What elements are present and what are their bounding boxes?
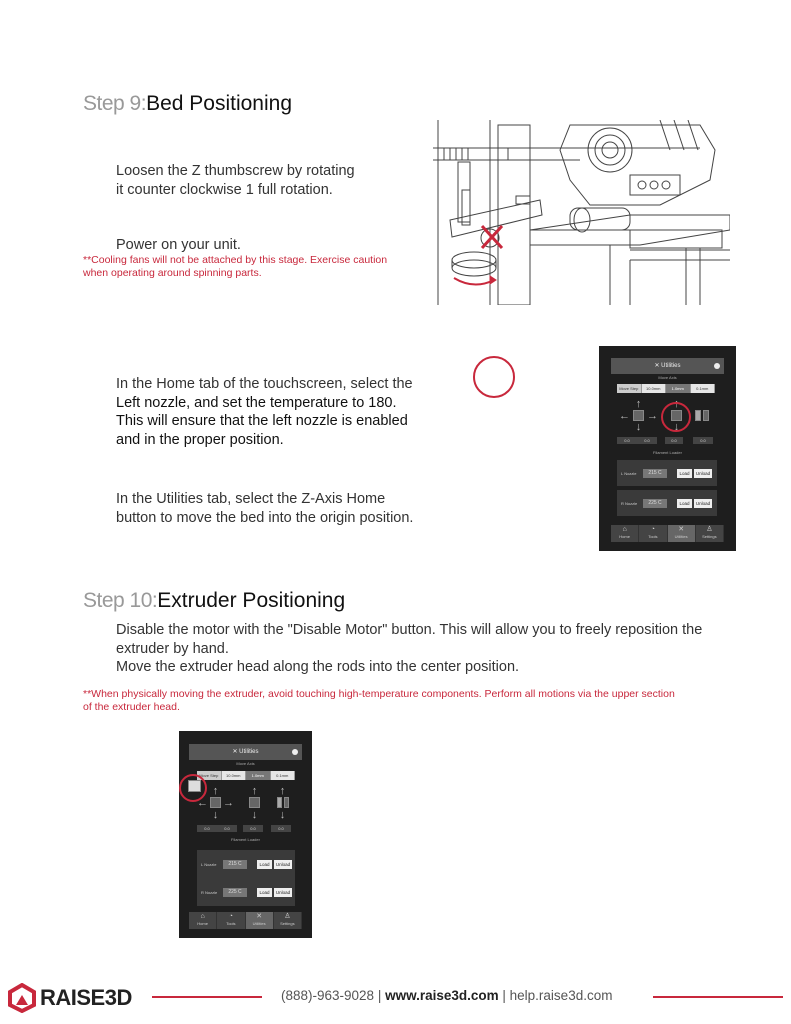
l-nozzle-temp[interactable]: 215 C <box>223 860 247 869</box>
move-step-label: Move Step <box>617 384 642 393</box>
step9-paragraph-2: Power on your unit. <box>116 237 241 253</box>
tab-label: Settings <box>280 921 295 926</box>
step-10mm-button[interactable]: 10.0mm <box>222 771 247 780</box>
footer-separator: | <box>498 988 510 1003</box>
xy-home-button[interactable] <box>210 797 221 808</box>
step-10mm-button[interactable]: 10.0mm <box>642 384 667 393</box>
utilities-icon: ✕ <box>654 363 662 369</box>
l-nozzle-temp[interactable]: 215 C <box>643 469 667 478</box>
screen-title: Utilities <box>661 363 681 369</box>
arrow-left-icon[interactable]: ← <box>197 797 208 809</box>
arrow-right-icon[interactable]: → <box>223 797 234 809</box>
touchscreen-utilities-2 <box>179 731 312 938</box>
footer-phone: (888)-963-9028 <box>281 988 375 1003</box>
step10-heading <box>83 589 345 613</box>
screen-tab-bar <box>611 525 724 542</box>
step9-paragraph-1 <box>116 162 355 199</box>
warning-line: **When physically moving the extruder, avoid touching high-temperature components. Perform all motions via the upper section <box>83 688 675 700</box>
tab-label: Tools <box>648 534 658 539</box>
e-coord <box>271 825 291 832</box>
z-coord <box>243 825 263 832</box>
e-arrow-down-icon[interactable]: ↓ <box>279 809 286 821</box>
warning-line: **Cooling fans will not be attached by this stage. Exercise caution <box>83 254 388 266</box>
arrow-right-icon[interactable]: → <box>647 410 658 422</box>
text-line: button to move the bed into the origin position. <box>116 509 414 526</box>
footer-help-link[interactable]: help.raise3d.com <box>509 988 613 1003</box>
r-nozzle-panel <box>617 490 717 516</box>
step10-number: Step 10: <box>83 589 158 612</box>
step-0.1mm-button[interactable]: 0.1mm <box>691 384 716 393</box>
r-nozzle-temp[interactable]: 225 C <box>223 888 247 897</box>
printer-bed-illustration <box>430 120 730 305</box>
arrow-up-icon[interactable]: ↑ <box>635 398 642 410</box>
text-line: extruder by hand. <box>116 640 229 657</box>
text-line: In the Utilities tab, select the Z-Axis Home <box>116 491 386 507</box>
tab-settings[interactable] <box>696 525 724 542</box>
tab-label: Settings <box>702 534 717 539</box>
step9-title: Bed Positioning <box>146 92 292 115</box>
xy-coords <box>617 437 657 444</box>
z-coord <box>665 437 683 444</box>
filament-loader-label: Filament Loader <box>231 837 260 842</box>
z-value: 0.0 <box>671 438 677 443</box>
tab-tools[interactable] <box>217 912 245 929</box>
r-nozzle-panel <box>197 878 295 906</box>
r-load-button[interactable]: Load <box>257 888 272 897</box>
arrow-down-icon[interactable]: ↓ <box>635 421 642 433</box>
xy-coords <box>197 825 237 832</box>
settings-icon: ♙ <box>706 526 713 533</box>
r-unload-button[interactable]: Unload <box>275 890 291 895</box>
l-load-button[interactable]: Load <box>677 469 692 478</box>
r-load-button[interactable]: Load <box>677 499 692 508</box>
e-value: 0.0 <box>700 438 706 443</box>
z-value: 0.0 <box>250 826 256 831</box>
text-line: Loosen the Z thumbscrew by rotating <box>116 163 355 179</box>
text-line: Disable the motor with the "Disable Motor" button. This will allow you to freely reposition the <box>116 622 703 638</box>
footer-separator: | <box>374 988 386 1003</box>
text-line: This will ensure that the left nozzle is enabled <box>116 413 408 429</box>
extruder-button[interactable] <box>703 410 709 421</box>
screen-title: Utilities <box>239 749 259 755</box>
extruder-left-button[interactable] <box>277 797 282 808</box>
e-arrow-up-icon[interactable]: ↑ <box>279 785 286 797</box>
z-home-button[interactable] <box>249 797 260 808</box>
extruder-right-button[interactable] <box>284 797 289 808</box>
l-unload-button[interactable]: Unload <box>275 862 291 867</box>
screen-title-bar <box>611 358 724 374</box>
tab-label: Utilities <box>252 921 266 926</box>
tab-settings[interactable] <box>274 912 302 929</box>
tab-tools[interactable] <box>639 525 667 542</box>
tools-icon: ◔ <box>228 913 233 920</box>
footer-website-link[interactable]: www.raise3d.com <box>385 988 499 1003</box>
step9-warning <box>83 254 387 280</box>
l-nozzle-panel <box>617 460 717 486</box>
r-nozzle-label: R Nozzle <box>201 890 218 895</box>
gear-icon[interactable] <box>714 363 720 369</box>
screen-tab-bar <box>189 912 302 929</box>
step9-number: Step 9: <box>83 92 147 115</box>
step-1mm-button[interactable]: 1.0mm <box>666 384 691 393</box>
r-nozzle-label: R Nozzle <box>621 501 638 506</box>
tab-label: Utilities <box>674 534 688 539</box>
l-nozzle-panel <box>197 850 295 878</box>
move-step-label: Move Step <box>197 771 222 780</box>
step-0.1mm-button[interactable]: 0.1mm <box>271 771 296 780</box>
tab-home[interactable] <box>189 912 217 929</box>
l-unload-button[interactable]: Unload <box>695 471 711 476</box>
text-line: Left nozzle, and set the temperature to 180. <box>116 394 397 411</box>
footer-contact <box>281 988 612 1003</box>
home-icon: ⌂ <box>200 913 205 920</box>
text-line: it counter clockwise 1 full rotation. <box>116 181 333 198</box>
utilities-icon: ✕ <box>256 913 263 920</box>
footer-rule-right <box>653 996 783 998</box>
step-1mm-button[interactable]: 1.0mm <box>246 771 271 780</box>
tab-label: Home <box>619 534 630 539</box>
step10-title: Extruder Positioning <box>157 589 346 612</box>
r-unload-button[interactable]: Unload <box>695 501 711 506</box>
xy-home-button[interactable] <box>633 410 644 421</box>
tab-home[interactable] <box>611 525 639 542</box>
tab-label: Home <box>197 921 208 926</box>
step9-paragraph-4 <box>116 490 413 527</box>
l-nozzle-label: L Nozzle <box>201 862 217 867</box>
home-icon: ⌂ <box>622 526 627 533</box>
arrow-down-icon[interactable]: ↓ <box>212 809 219 821</box>
settings-icon: ♙ <box>284 913 291 920</box>
tools-icon: ◔ <box>650 526 655 533</box>
disable-motor-button[interactable] <box>695 410 701 421</box>
step10-warning <box>83 688 675 714</box>
highlight-circle <box>661 402 691 432</box>
step9-heading <box>83 92 292 116</box>
z-arrow-up-icon[interactable]: ↑ <box>251 785 258 797</box>
step10-paragraph <box>116 621 756 677</box>
tab-utilities[interactable] <box>246 912 274 929</box>
r-nozzle-temp[interactable]: 225 C <box>643 499 667 508</box>
move-step-row <box>617 384 715 393</box>
y-value: 0.0 <box>644 438 650 443</box>
move-axis-label: Move Axis <box>236 761 255 766</box>
text-line: and in the proper position. <box>116 431 284 448</box>
e-value: 0.0 <box>278 826 284 831</box>
move-axis-label: Move Axis <box>658 375 677 380</box>
raise3d-logo-icon <box>8 983 36 1013</box>
highlight-circle <box>473 356 515 398</box>
text-line: Move the extruder head along the rods into the center position. <box>116 659 520 675</box>
gear-icon[interactable] <box>292 749 298 755</box>
text-line: In the Home tab of the touchscreen, select the <box>116 376 413 392</box>
filament-loader-label: Filament Loader <box>653 450 682 455</box>
move-step-row <box>197 771 295 780</box>
e-coord <box>693 437 713 444</box>
z-arrow-down-icon[interactable]: ↓ <box>673 421 680 433</box>
z-arrow-down-icon[interactable]: ↓ <box>251 809 258 821</box>
l-nozzle-label: L Nozzle <box>621 471 637 476</box>
x-value: 0.0 <box>204 826 210 831</box>
utilities-icon: ✕ <box>678 526 685 533</box>
tab-utilities[interactable] <box>668 525 696 542</box>
warning-line: of the extruder head. <box>83 701 180 713</box>
arrow-left-icon[interactable]: ← <box>619 410 630 422</box>
l-load-button[interactable]: Load <box>257 860 272 869</box>
touchscreen-utilities-1 <box>599 346 736 551</box>
raise3d-logo-text: RAISE3D <box>40 985 132 1010</box>
x-value: 0.0 <box>624 438 630 443</box>
z-arrow-up-icon[interactable]: ↑ <box>673 398 680 410</box>
tab-label: Tools <box>226 921 236 926</box>
screen-title-bar <box>189 744 302 760</box>
y-value: 0.0 <box>224 826 230 831</box>
utilities-icon: ✕ <box>232 749 240 755</box>
warning-line: when operating around spinning parts. <box>83 267 262 279</box>
arrow-up-icon[interactable]: ↑ <box>212 785 219 797</box>
step9-paragraph-3 <box>116 375 413 449</box>
footer-rule-left <box>152 996 262 998</box>
